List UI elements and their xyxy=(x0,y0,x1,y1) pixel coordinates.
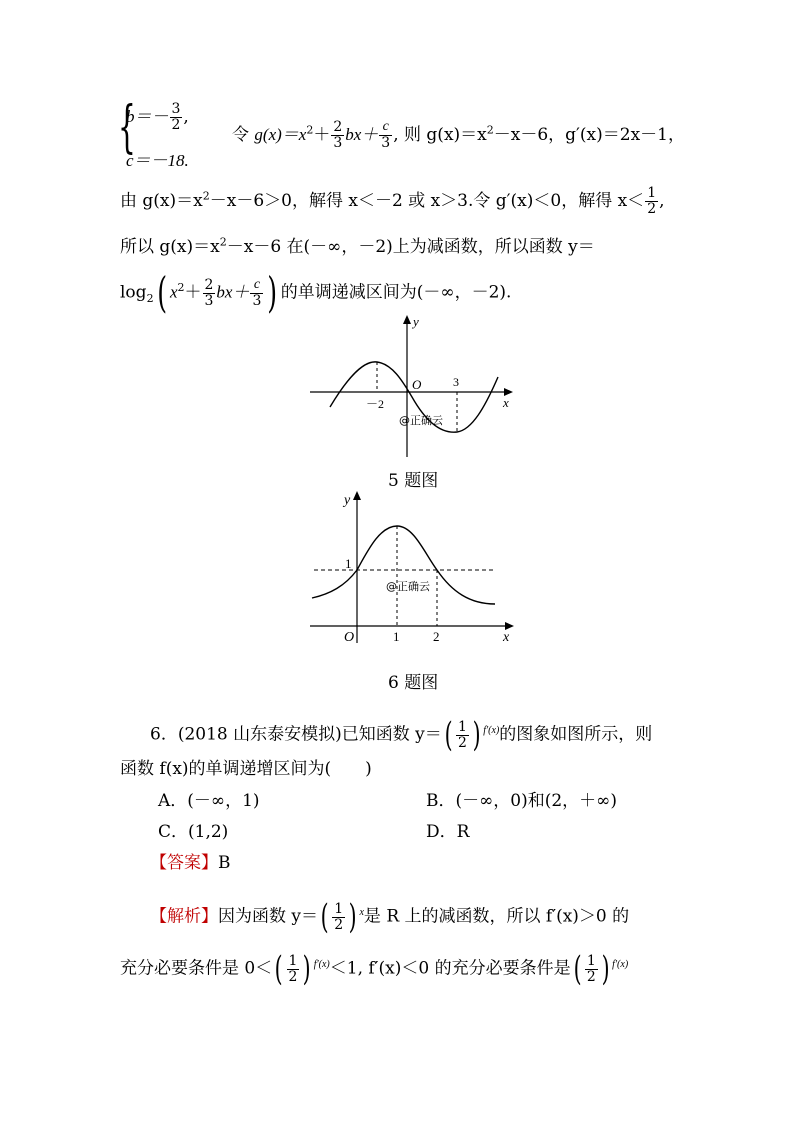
text-line-4: $\log_2$( $x^2+$ $\frac{2}{3}$ bx＋ $\frac{c}{3}$ ) 的单调递减区间为(－∞，－2). xyxy=(120,268,512,317)
answer-value: B xyxy=(218,853,231,873)
left-paren-icon: ( xyxy=(444,715,453,755)
origin-label: O xyxy=(412,377,422,392)
watermark: @正确云 xyxy=(399,414,443,427)
right-paren-icon: ) xyxy=(348,897,357,937)
x-label: x xyxy=(503,630,510,645)
choice-c: C．(1,2) xyxy=(158,822,229,842)
x-label: x xyxy=(503,395,509,410)
y-axis-arrow-icon xyxy=(353,491,361,500)
text-line-3: 所以 $g(x)=x^2-x-6$ 在(－∞，－2)上为减函数，所以函数 y＝ xyxy=(120,235,595,257)
choice-b: B．(－∞，0)和(2，＋∞) xyxy=(426,791,617,811)
brace-icon: { xyxy=(118,95,136,160)
left-paren-icon: ( xyxy=(573,949,582,989)
left-paren-icon: ( xyxy=(274,949,283,989)
equation-system xyxy=(118,95,208,170)
figure-5-graph xyxy=(300,312,525,462)
right-paren-icon: ) xyxy=(472,715,481,755)
tick-3: 3 xyxy=(453,375,459,389)
tick-x-2: 2 xyxy=(433,629,440,644)
question-6-stem-line-2: 函数 f(x)的单调递增区间为( ) xyxy=(120,759,372,779)
figure-5-caption: 5 题图 xyxy=(388,471,439,491)
choice-d: D．R xyxy=(426,822,470,842)
question-6-stem-line-1: 6．(2018 山东泰安模拟)已知函数 y＝( $\frac{1}{2}$ ) $^{f'(x)}$的图象如图所示，则 xyxy=(150,715,653,755)
y-label: y xyxy=(344,493,351,508)
figure-6-graph xyxy=(300,488,525,648)
right-paren-icon: ) xyxy=(267,268,278,317)
left-paren-icon: ( xyxy=(156,268,167,317)
right-paren-icon: ) xyxy=(601,949,610,989)
x-axis-arrow-icon xyxy=(505,622,514,630)
y-axis-arrow-icon xyxy=(403,315,411,324)
choice-a: A．(－∞，1) xyxy=(158,791,260,811)
tick-y-1: 1 xyxy=(345,556,352,571)
figure-6-caption: 6 题图 xyxy=(388,673,439,693)
tick-neg2: －2 xyxy=(366,397,385,411)
tick-x-1: 1 xyxy=(393,629,400,644)
c-equation: c＝－18. xyxy=(126,151,189,170)
analysis-line-2: 充分必要条件是 0＜( $\frac{1}{2}$ ) $^{f'(x)}$＜1, f′(x)＜0 的充分必要条件是( $\frac{1}{2}$ ) $^{f'(x)}$ xyxy=(120,949,629,989)
answer-tag: 【答案】 xyxy=(150,853,218,873)
right-paren-icon: ) xyxy=(303,949,312,989)
y-label: y xyxy=(413,314,419,329)
watermark: @正确云 xyxy=(386,580,430,593)
b-equation: b＝－ $\frac{3}{2}$ , xyxy=(126,101,189,133)
text-line-1: 令 $g(x)=x^2+$ $\frac{2}{3}$ bx＋ $\frac{c}{3}$ , 则 $g(x)=x^2-x-6$，g′(x)＝2x－1， xyxy=(232,119,685,151)
analysis-line-1: 【解析】因为函数 y＝( $\frac{1}{2}$ ) $^x$是 R 上的减函数，所以 f′(x)＞0 的 xyxy=(150,897,630,937)
left-paren-icon: ( xyxy=(320,897,329,937)
answer-line xyxy=(150,848,231,873)
origin-label: O xyxy=(344,630,355,645)
text-line-2: 由 $g(x)=x^2-x-6>0$，解得 x＜－2 或 x＞3.令 g′(x)＜0，解得 x＜ $\frac{1}{2}$ , xyxy=(120,185,665,217)
analysis-tag: 【解析】 xyxy=(150,906,218,927)
